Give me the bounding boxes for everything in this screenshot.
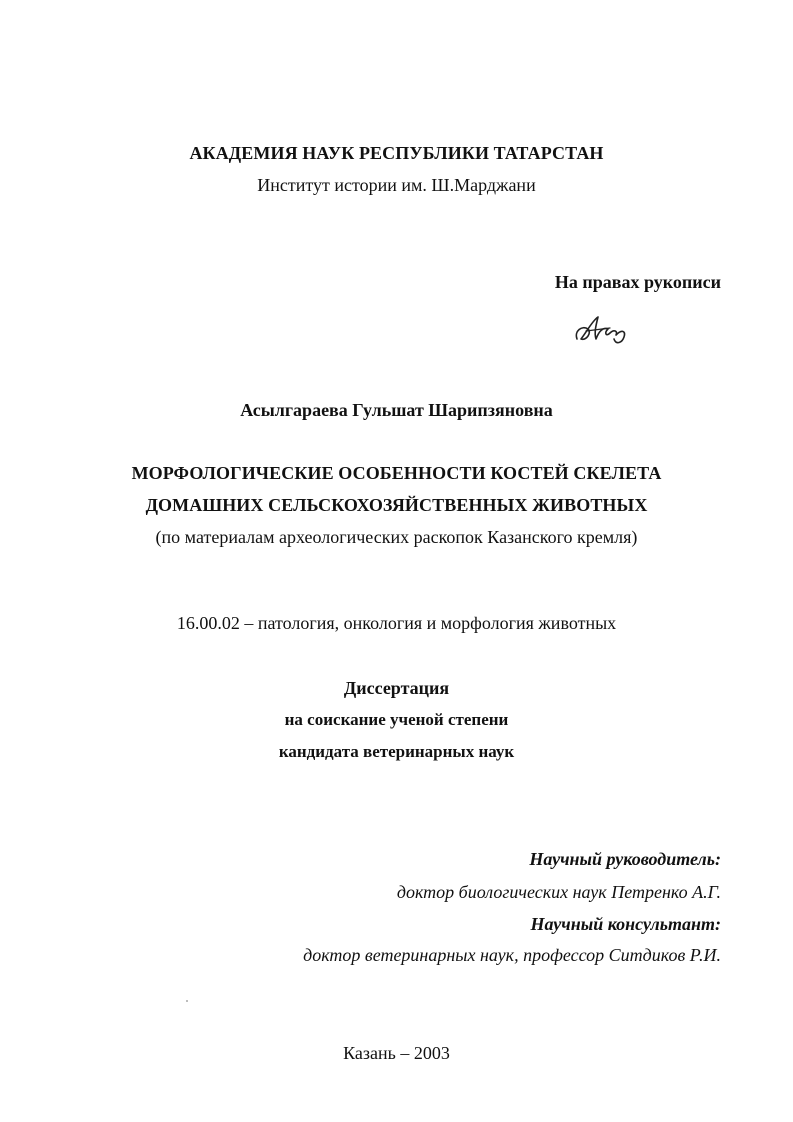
scientific-consultant-name: доктор ветеринарных наук, профессор Ситдиков Р.И.	[303, 945, 721, 965]
dissertation-title-line2: ДОМАШНИХ СЕЛЬСКОХОЗЯЙСТВЕННЫХ ЖИВОТНЫХ	[145, 495, 648, 515]
academy-heading: АКАДЕМИЯ НАУК РЕСПУБЛИКИ ТАТАРСТАН	[189, 143, 604, 163]
scientific-supervisor-name: доктор биологических наук Петренко А.Г.	[396, 882, 721, 902]
dissertation-title-line1: МОРФОЛОГИЧЕСКИЕ ОСОБЕННОСТИ КОСТЕЙ СКЕЛЕТА	[131, 463, 662, 483]
city-year: Казань – 2003	[343, 1043, 450, 1063]
degree-line1: Диссертация	[343, 678, 450, 698]
specialty-code: 16.00.02 – патология, онкология и морфология животных	[176, 613, 617, 633]
scientific-supervisor-label: Научный руководитель:	[529, 849, 721, 869]
dissertation-subtitle: (по материалам археологических раскопок Казанского кремля)	[155, 527, 638, 547]
signature-icon	[572, 309, 632, 347]
scan-speck	[186, 1000, 188, 1002]
author-name: Асылгараева Гульшат Шарипзяновна	[240, 400, 553, 420]
institute-name: Институт истории им. Ш.Марджани	[257, 175, 536, 195]
degree-line3: кандидата ветеринарных наук	[278, 742, 515, 761]
degree-line2: на соискание ученой степени	[284, 710, 509, 729]
scientific-consultant-label: Научный консультант:	[530, 914, 721, 934]
manuscript-note: На правах рукописи	[554, 272, 721, 292]
